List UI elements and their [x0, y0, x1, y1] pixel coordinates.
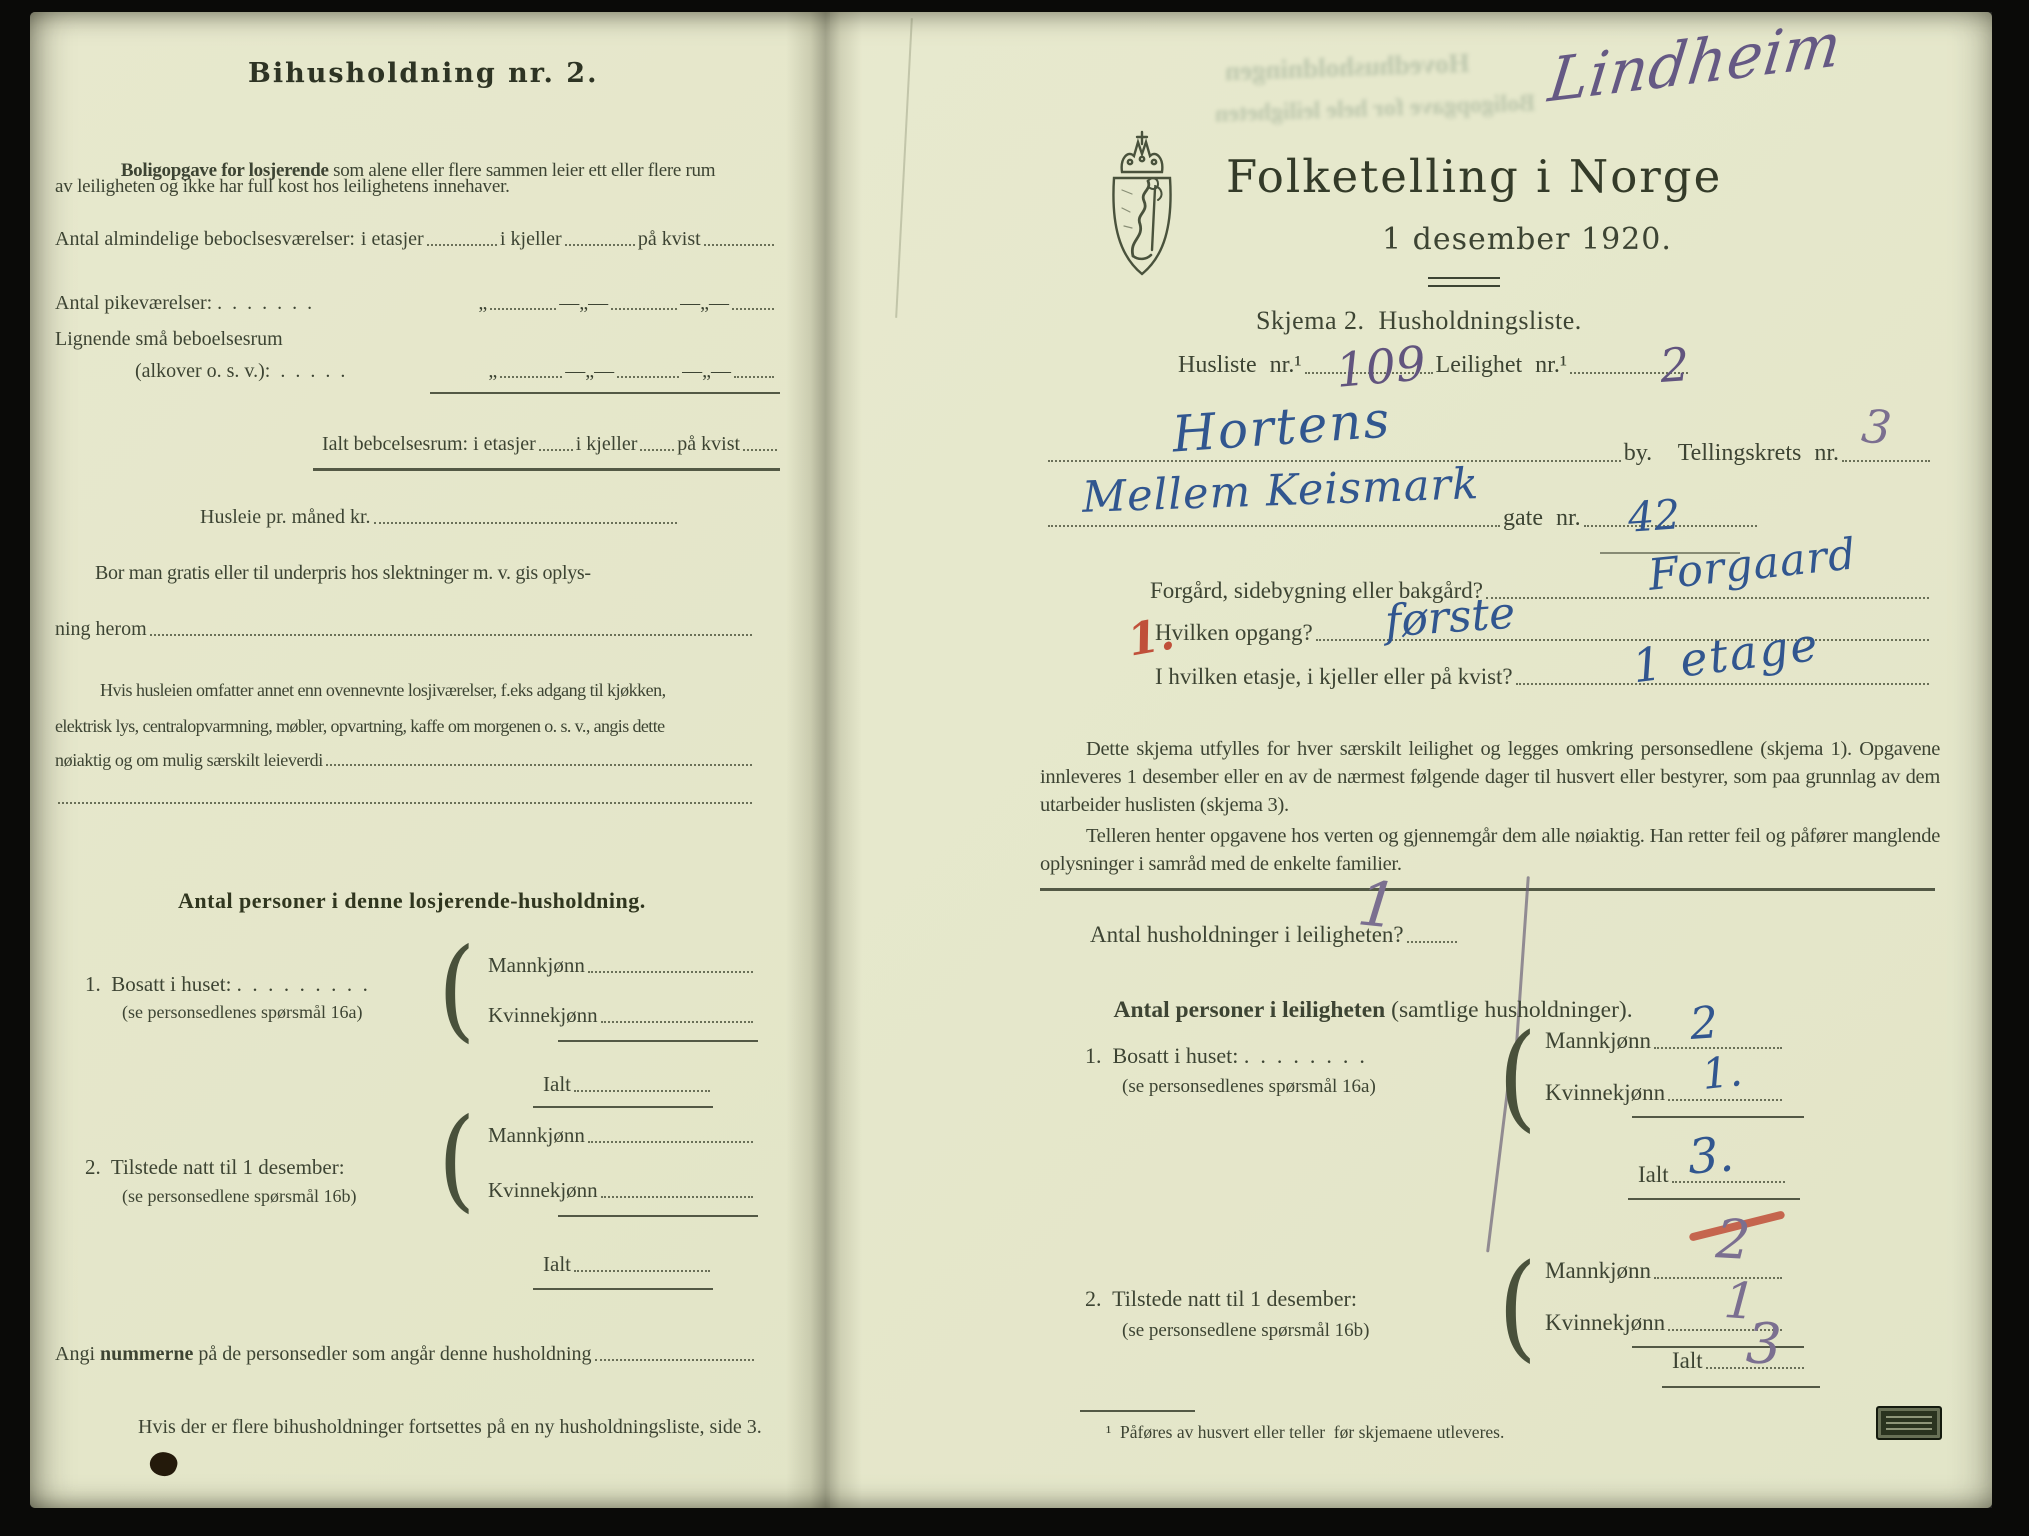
dotted-line [58, 800, 752, 804]
gate-label: gate nr. [1503, 505, 1581, 531]
census-taker-signature: Lindheim [1544, 9, 1846, 117]
left-bosatt-ialt-row [543, 1072, 713, 1097]
ialt-label: Ialt [1672, 1348, 1703, 1373]
right-item2-label: 2. Tilstede natt til 1 desember: [1085, 1286, 1357, 1311]
ink-blot [147, 1448, 180, 1479]
left-item2-note: (se personsedlene spørsmål 16b) [122, 1186, 357, 1206]
household-count-row [1090, 922, 1460, 948]
left-item1-label: 1. Bosatt i huset: . . . . . . . . . [85, 972, 368, 996]
angi-post: på de personsedler som angår denne husholdning [193, 1343, 592, 1365]
leieverdi-label: nøiaktig og om mulig særskilt leieverdi [55, 750, 323, 770]
field-kjeller: i kjeller [499, 228, 562, 250]
dotted-line [1654, 1275, 1782, 1279]
street-name-handwritten: Mellem Keismark [1081, 459, 1480, 523]
krets-number-handwritten: 3 [1859, 398, 1895, 456]
right-item1-label: 1. Bosatt i huset: . . . . . . . . [1085, 1043, 1365, 1068]
left-persons-heading: Antal personer i denne losjerende-husholdning. [178, 888, 646, 913]
dotted-line [326, 762, 752, 766]
dotted-line [1486, 595, 1929, 599]
footnote-text: ¹ Påføres av husvert eller teller før skjemaene utleveres. [1106, 1422, 1505, 1442]
bor-line2-label: ning herom [55, 618, 147, 640]
dotted-line [374, 520, 677, 524]
dotted-line [427, 242, 497, 246]
leilighet-number-handwritten: 2 [1658, 337, 1692, 393]
husliste-label: Husliste nr.¹ [1178, 352, 1302, 378]
ialt-label: Ialt [1638, 1162, 1669, 1187]
right-tilstede-ialt-underline [1662, 1386, 1820, 1388]
angi-bold: nummerne [100, 1343, 194, 1365]
free-rent-line1: Bor man gratis eller til underpris hos slektninger m. v. gis oplys- [95, 562, 591, 584]
ditto-dash: —„— [565, 360, 615, 382]
section-divider-rule [1040, 888, 1935, 891]
ialt-label: Ialt [543, 1072, 571, 1096]
left-brace-1: ( [438, 924, 476, 1054]
rooms-label: Antal almindelige beboclsesværelser: [55, 228, 355, 250]
rent-detail-line3 [55, 750, 755, 771]
alkover-label: (alkover o. s. v.): . . . . . [135, 360, 346, 382]
tilstede-mann-value: 2 [1714, 1207, 1752, 1272]
left-tilstede-underline [558, 1215, 758, 1217]
left-intro-rest: som alene eller flere sammen leier ett eller flere rum [328, 160, 716, 181]
dotted-line [1668, 1097, 1782, 1101]
kvinne-label: Kvinnekjønn [1545, 1310, 1666, 1335]
total-rooms-underline [313, 468, 780, 471]
bosatt-mann-value: 2 [1688, 997, 1720, 1050]
etasje-label: I hvilken etasje, i kjeller eller på kvist? [1155, 664, 1513, 689]
tilstede-kvinne-value: 1 [1722, 1270, 1758, 1332]
dotted-line [1407, 939, 1457, 943]
rent-detail-line2: elektrisk lys, centralopvarmning, møbler, opvartning, kaffe om morgenen o. s. v., angis dette [55, 716, 665, 736]
antal-personer-bold: Antal personer i leiligheten [1113, 997, 1386, 1023]
left-bosatt-mann-row [488, 953, 756, 978]
dotted-line [734, 374, 774, 378]
dotted-line [601, 1019, 753, 1023]
opgang-label: Hvilken opgang? [1155, 620, 1313, 645]
schema-heading: Skjema 2. Husholdningsliste. [1256, 306, 1582, 335]
maid-rooms-row [55, 292, 777, 315]
ditto-mark: „ [478, 292, 488, 314]
dotted-line [588, 969, 753, 973]
kvinne-label: Kvinnekjønn [488, 1178, 598, 1202]
instructions-para2: Telleren henter opgavene hos verten og gjennemgår dem alle nøiaktig. Han retter feil og påfører manglende oplysninger i samråd med de enkelte familier. [1040, 825, 1940, 875]
person-numbers-row [55, 1343, 757, 1366]
left-footer-note: Hvis der er flere bihusholdninger fortsettes på en ny husholdningsliste, side 3. [138, 1416, 762, 1438]
tilstede-ialt-value: 3 [1744, 1311, 1783, 1378]
bleedthrough-line2: Boligopgave for hele leiligheten [1214, 90, 1536, 128]
dotted-line [743, 447, 777, 451]
right-bosatt-ialt-underline [1628, 1198, 1800, 1200]
footnote-rule [1080, 1410, 1195, 1412]
left-intro-line2: av leiligheten og ikke har full kost hos leilighetens innehaver. [55, 176, 510, 197]
free-rent-line2 [55, 618, 755, 641]
dotted-line [565, 242, 635, 246]
dotted-line [539, 447, 573, 451]
dotted-line [704, 242, 774, 246]
right-tilstede-ialt-row [1672, 1348, 1807, 1374]
field-etasjer: i etasjer [360, 228, 424, 250]
field-kvist: på kvist [637, 228, 701, 250]
printer-stamp [1876, 1406, 1942, 1440]
mann-label: Mannkjønn [488, 953, 585, 977]
dotted-line [1048, 458, 1621, 462]
ialt-label: Ialt [543, 1252, 571, 1276]
kvinne-label: Kvinnekjønn [1545, 1080, 1666, 1105]
right-brace-1: ( [1498, 1009, 1538, 1144]
dotted-line [1048, 523, 1500, 527]
antal-hushold-label: Antal husholdninger i leiligheten? [1090, 922, 1404, 947]
field-kvist: på kvist [677, 433, 741, 455]
angi-pre: Angi [55, 1343, 100, 1365]
right-item1-note: (se personsedlenes spørsmål 16a) [1122, 1076, 1376, 1097]
rooms-count-row [55, 228, 777, 251]
dotted-line [150, 632, 752, 636]
alcove-underline [430, 392, 780, 394]
by-tellingskrets-label: by. Tellingskrets nr. [1623, 440, 1839, 466]
left-tilstede-ialt-underline [533, 1288, 713, 1290]
dotted-line [574, 1268, 710, 1272]
dotted-line [617, 374, 679, 378]
right-bosatt-mann-row [1545, 1028, 1785, 1054]
husleie-label: Husleie pr. måned kr. [200, 506, 371, 528]
right-bosatt-kvinne-row [1545, 1080, 1785, 1106]
antal-personer-rest: (samtlige husholdninger). [1385, 997, 1633, 1023]
dotted-line [588, 1139, 753, 1143]
floor-handwritten: 1 etage [1629, 616, 1823, 694]
pike-label: Antal pikeværelser: . . . . . . . [55, 292, 313, 314]
ditto-mark: „ [488, 360, 498, 382]
mann-label: Mannkjønn [1545, 1028, 1652, 1053]
household-count-handwritten: 1 [1354, 866, 1402, 943]
left-tilstede-kvinne-row [488, 1178, 756, 1203]
right-bosatt-underline [1632, 1116, 1804, 1118]
city-name-handwritten: Hortens [1170, 390, 1393, 464]
dotted-line [611, 306, 677, 310]
bakgaard-label: Forgård, sidebygning eller bakgård? [1150, 578, 1483, 603]
kvinne-label: Kvinnekjønn [488, 1003, 598, 1027]
bleedthrough-line1: Hovedhusholdningen [1224, 47, 1471, 87]
dotted-line [640, 447, 674, 451]
entrance-handwritten: første [1383, 587, 1517, 648]
alcove-row [135, 360, 777, 383]
left-brace-2: ( [438, 1094, 476, 1224]
right-brace-2: ( [1498, 1239, 1538, 1374]
left-intro-bold: Boligopgave for losjerende [120, 160, 329, 181]
husliste-row [1178, 352, 1828, 379]
dotted-line [601, 1194, 753, 1198]
total-rooms-row [322, 433, 780, 456]
leilighet-label: Leilighet nr.¹ [1435, 352, 1568, 378]
dotted-line [500, 374, 562, 378]
street-number-handwritten: 42 [1626, 490, 1682, 542]
left-page-title: Bihusholdning nr. 2. [248, 58, 599, 89]
left-tilstede-mann-row [488, 1123, 756, 1148]
left-bosatt-kvinne-row [488, 1003, 756, 1028]
dotted-line [595, 1357, 754, 1361]
rent-row [200, 506, 680, 529]
left-bosatt-ialt-underline [533, 1106, 713, 1108]
right-page-title: Folketelling i Norge [1226, 150, 1723, 203]
left-bosatt-underline [558, 1040, 758, 1042]
mann-label: Mannkjønn [488, 1123, 585, 1147]
right-item2-note: (se personsedlene spørsmål 16b) [1122, 1320, 1370, 1341]
bosatt-ialt-value: 3. [1686, 1126, 1736, 1186]
building-type-handwritten: Forgaard [1645, 529, 1859, 601]
instructions-para1: Dette skjema utfylles for hver særskilt leilighet og legges omkring personsedlene (skjema 1). Opgavene innleveres 1 desember eller en av de nærmest følgende dager til husvert eller bestyrer, som paa grunnlag av dem utarbeider huslisten (skjema 3). [1040, 738, 1940, 816]
ditto-dash: —„— [680, 292, 729, 314]
field-kjeller: i kjeller [575, 433, 638, 455]
left-tilstede-ialt-row [543, 1252, 713, 1277]
dotted-line [1842, 458, 1930, 462]
ditto-dash: —„— [682, 360, 731, 382]
blank-dotted-row [55, 800, 755, 809]
ditto-dash: —„— [559, 292, 609, 314]
husliste-number-handwritten: 109 [1333, 336, 1428, 399]
mann-label: Mannkjønn [1545, 1258, 1652, 1283]
title-rule [1428, 277, 1500, 287]
rent-detail-line1: Hvis husleien omfatter annet enn ovennevnte losjiværelser, f.eks adgang til kjøkken, [100, 680, 666, 700]
census-date: 1 desember 1920. [1382, 222, 1672, 257]
ialt-rooms-label: Ialt bebcelsesrum: [322, 433, 469, 455]
dotted-line [732, 306, 774, 310]
field-etasjer: i etasjer [473, 433, 536, 455]
dotted-line [490, 306, 556, 310]
left-item1-note: (se personsedlenes spørsmål 16a) [122, 1002, 363, 1022]
small-rooms-label: Lignende små beboelsesrum [55, 328, 283, 350]
printer-stamp-text-lines [1886, 1416, 1932, 1430]
left-item2-label: 2. Tilstede natt til 1 desember: [85, 1155, 345, 1179]
norway-coat-of-arms-icon [1092, 128, 1192, 296]
margin-correction-mark: 1. [1123, 608, 1179, 667]
bosatt-kvinne-value: 1. [1699, 1046, 1745, 1099]
dotted-line [574, 1088, 710, 1092]
